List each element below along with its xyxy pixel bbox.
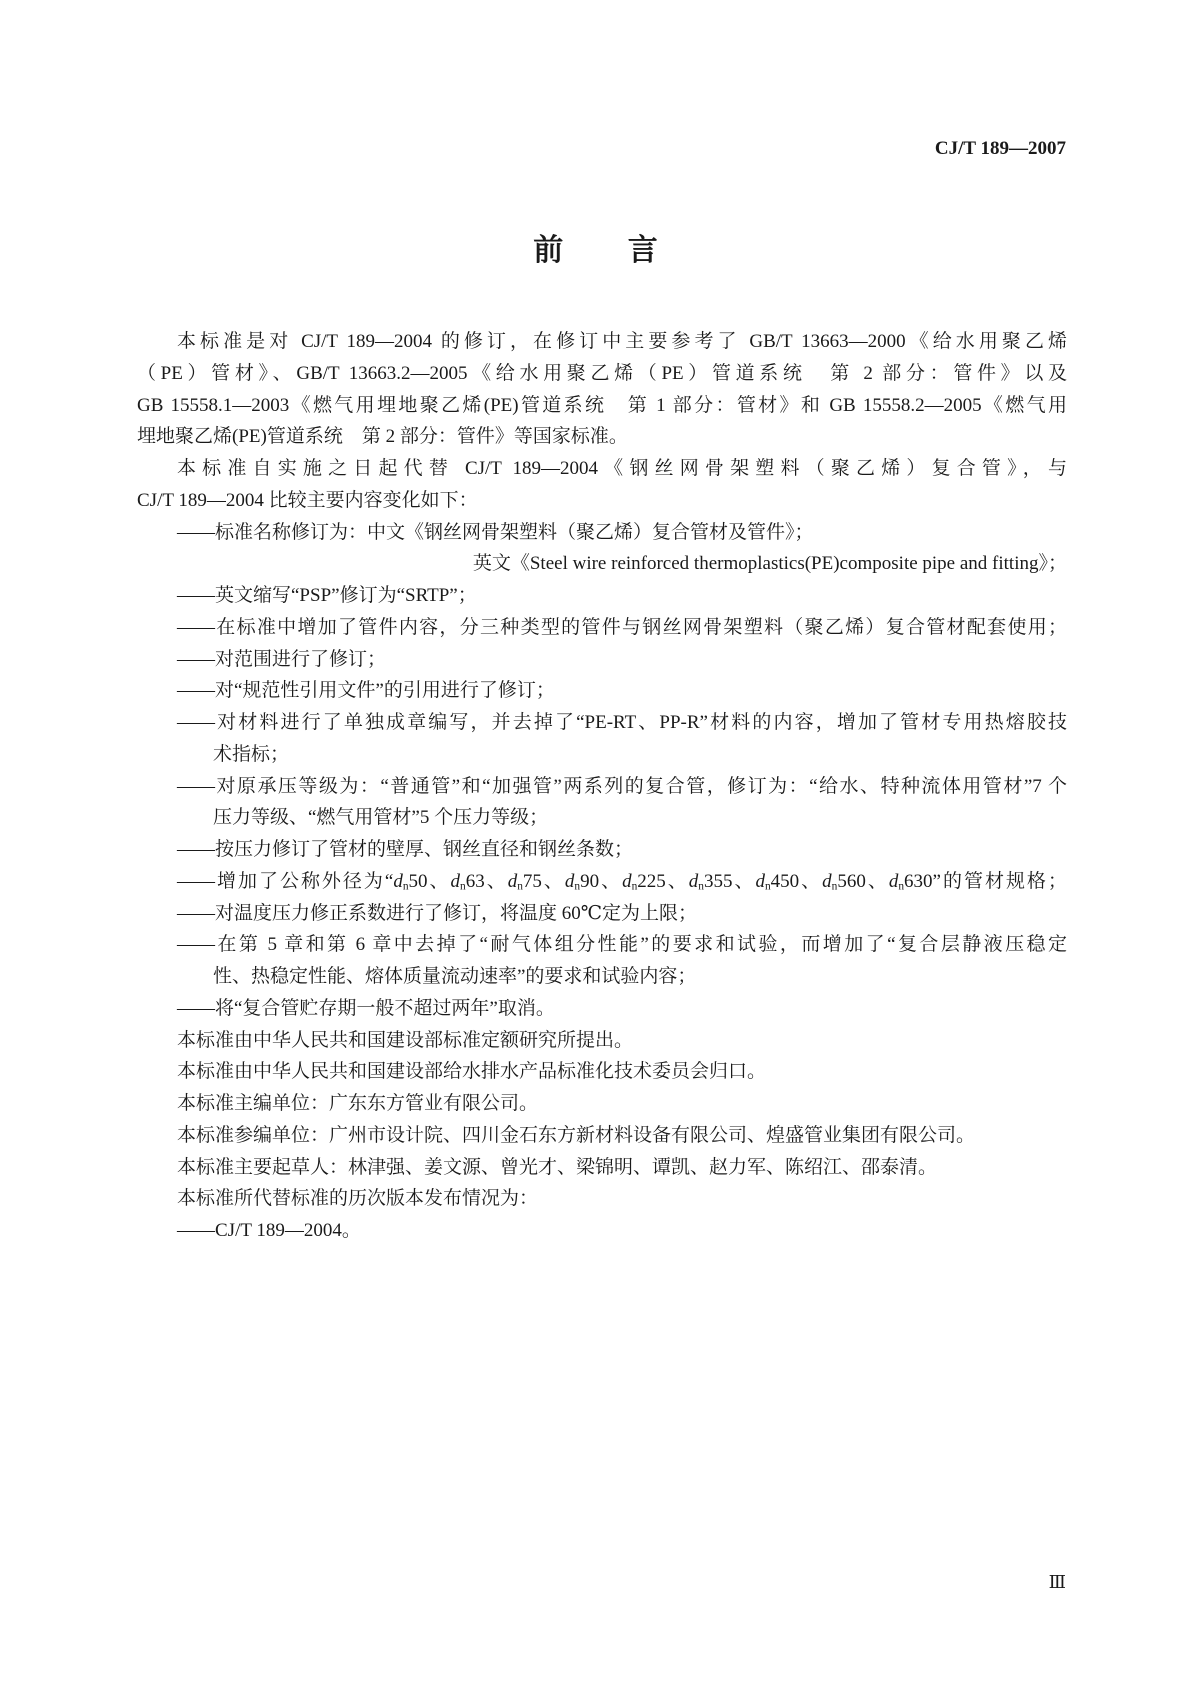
outer-diameter-spec	[755, 871, 799, 892]
outer-diameter-spec	[393, 871, 427, 892]
spec-value: 50	[408, 870, 428, 892]
replacement-line: CJ/T 189—2004 比较主要内容变化如下：	[137, 489, 478, 511]
page-title: 前 言	[533, 233, 658, 268]
spec-separator: 、	[799, 870, 823, 892]
change-item-name-english: 英文《Steel wire reinforced thermoplastics(PE)composite pipe and fitting》；	[472, 553, 1067, 575]
spec-separator: 、	[427, 870, 451, 892]
spec-separator: 、	[665, 870, 689, 892]
spec-subscript: n	[402, 880, 409, 893]
change-item-tests-continued: 性、热稳定性能、熔体质量流动速率”的要求和试验内容；	[213, 966, 697, 987]
statement-proposer: 本标准由中华人民共和国建设部标准定额研究所提出。	[177, 1029, 634, 1051]
spec-symbol: d	[393, 870, 403, 892]
change-item-materials-continued: 术指标；	[213, 743, 290, 765]
spec-separator: 、	[541, 870, 565, 892]
statement-history-label: 本标准所代替标准的历次版本发布情况为：	[177, 1188, 539, 1210]
spec-value: 225	[637, 870, 666, 892]
spec-separator: 、	[599, 870, 623, 892]
spec-symbol: d	[622, 870, 632, 892]
preface-body	[137, 326, 1067, 1247]
outer-diameter-spec	[889, 871, 933, 892]
intro-line: GB 15558.1—2003《燃气用埋地聚乙烯(PE)管道系统 第 1 部分：管材》和 GB 15558.2—2005《燃气用	[137, 394, 1067, 416]
spec-subscript: n	[631, 880, 638, 893]
intro-line: （PE）管材》、GB/T 13663.2—2005《给水用聚乙烯（PE）管道系统 第 2 部分：管件》以及	[137, 362, 1067, 384]
spec-value: 560	[837, 870, 866, 892]
spec-value: 63	[465, 870, 485, 892]
outer-diameter-spec	[565, 871, 599, 892]
page-number: Ⅲ	[1048, 1572, 1066, 1593]
spec-subscript: n	[460, 880, 466, 893]
outer-diameter-spec	[822, 871, 866, 892]
change-item-references: ——对“规范性引用文件”的引用进行了修订；	[177, 680, 555, 702]
spec-subscript: n	[898, 880, 905, 893]
statement-drafters: 本标准主要起草人：林津强、姜文源、曾光才、梁锦明、谭凯、赵力军、陈绍江、邵泰清。	[177, 1156, 938, 1178]
spec-symbol: d	[688, 870, 699, 892]
spec-separator: 、	[732, 870, 756, 892]
spec-symbol: d	[888, 870, 899, 892]
outer-diameter-spec	[508, 871, 542, 892]
spec-symbol: d	[564, 870, 575, 892]
change-item-pressure-grades-continued: 压力等级、“燃气用管材”5 个压力等级；	[213, 807, 549, 829]
statement-committee: 本标准由中华人民共和国建设部给水排水产品标准化技术委员会归口。	[177, 1061, 767, 1083]
change-item-name: ——标准名称修订为：中文《钢丝网骨架塑料（聚乙烯）复合管材及管件》；	[177, 521, 814, 543]
outer-diameter-spec	[622, 871, 666, 892]
change-item-fittings: ——在标准中增加了管件内容，分三种类型的管件与钢丝网骨架塑料（聚乙烯）复合管材配套使用；	[177, 616, 1067, 638]
spec-value: 630	[904, 870, 933, 892]
intro-line: 埋地聚乙烯(PE)管道系统 第 2 部分：管件》等国家标准。	[137, 426, 628, 448]
change-item-pressure-grades: ——对原承压等级为：“普通管”和“加强管”两系列的复合管，修订为：“给水、特种流体用管材”7 个	[177, 775, 1067, 797]
spec-subscript: n	[831, 880, 838, 893]
outer-diameter-spec	[451, 871, 485, 892]
statement-participating-units: 本标准参编单位：广州市设计院、四川金石东方新材料设备有限公司、煌盛管业集团有限公司。	[177, 1124, 976, 1146]
spec-separator: 、	[865, 870, 889, 892]
standard-code-header: CJ/T 189—2007	[934, 138, 1066, 159]
spec-separator: 、	[484, 870, 508, 892]
spec-subscript: n	[574, 880, 581, 893]
outer-diameter-spec	[689, 871, 733, 892]
outer-diameter-prefix: ——增加了公称外径为“	[177, 870, 394, 892]
replacement-line: 本标准自实施之日起代替 CJ/T 189—2004《钢丝网骨架塑料（聚乙烯）复合管》，与	[177, 458, 1067, 479]
outer-diameter-suffix: ”的管材规格；	[932, 870, 1067, 892]
spec-subscript: n	[764, 880, 771, 893]
spec-value: 90	[580, 870, 600, 892]
change-item-scope: ——对范围进行了修订；	[177, 648, 387, 670]
change-item-materials: ——对材料进行了单独成章编写，并去掉了“PE-RT、PP-R”材料的内容，增加了管材专用热熔胶技	[177, 712, 1067, 733]
change-item-temperature: ——对温度压力修正系数进行了修订，将温度 60℃定为上限；	[177, 902, 698, 924]
spec-value: 355	[703, 870, 733, 892]
spec-subscript: n	[698, 880, 704, 893]
change-item-storage: ——将“复合管贮存期一般不超过两年”取消。	[177, 997, 555, 1019]
intro-line: 本标准是对 CJ/T 189—2004 的修订，在修订中主要参考了 GB/T 13663—2000《给水用聚乙烯	[177, 331, 1067, 352]
spec-subscript: n	[517, 880, 523, 893]
change-item-outer-diameter	[137, 866, 1067, 898]
spec-symbol: d	[822, 870, 832, 892]
spec-symbol: d	[450, 870, 461, 892]
spec-value: 75	[522, 870, 542, 892]
change-item-tests: ——在第 5 章和第 6 章中去掉了“耐气体组分性能”的要求和试验，而增加了“复合层静液压稳定	[177, 934, 1067, 956]
spec-symbol: d	[755, 870, 765, 892]
statement-chief-unit: 本标准主编单位：广东东方管业有限公司。	[177, 1093, 539, 1114]
spec-symbol: d	[507, 870, 518, 892]
change-item-abbreviation: ——英文缩写“PSP”修订为“SRTP”；	[177, 585, 477, 606]
spec-value: 450	[770, 870, 800, 892]
outer-diameter-specs	[393, 871, 932, 892]
history-item: ——CJ/T 189—2004。	[177, 1220, 361, 1241]
change-item-wall-thickness: ——按压力修订了管材的壁厚、钢丝直径和钢丝条数；	[177, 839, 634, 860]
